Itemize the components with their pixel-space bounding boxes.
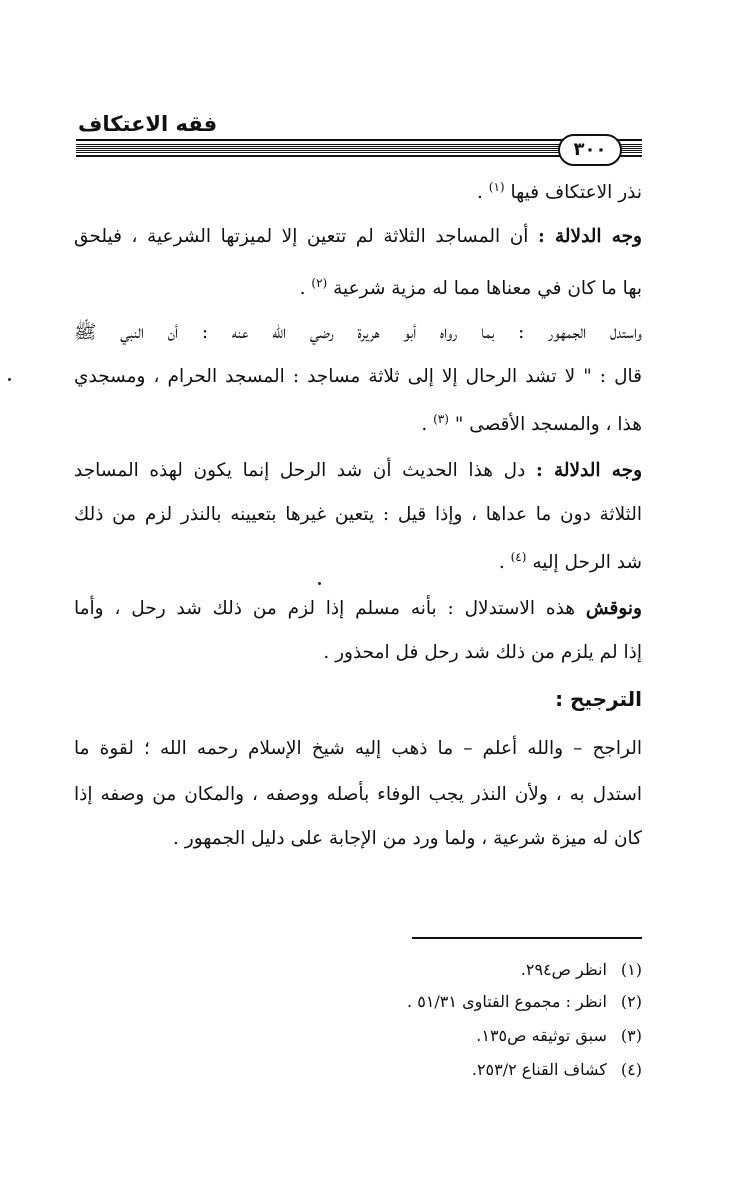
text-line [74,594,642,624]
text-line [74,404,642,434]
footnote [74,958,642,982]
footnote-ref: (٤) [510,550,527,564]
text-line [74,268,642,298]
scan-speck [8,378,11,381]
footnote [74,990,642,1014]
text-run: . [421,414,428,436]
text-run: دل هذا الحديث أن شد الرحل إنما يكون لهذه المساجد [74,460,526,481]
text-line [74,172,642,202]
text-run: بها ما كان في معناها مما له مزية شرعية [333,278,642,300]
footnote-number: (٣) [620,1026,642,1045]
text-line: قال : " لا تشد الرحال إلا إلى ثلاثة مساجد : المسجد الحرام ، ومسجدي [74,366,642,387]
paragraph-label: وجه الدلالة : [535,460,643,481]
text-run: . [498,552,505,574]
paragraph-label: ونوقش [585,598,642,619]
text-line [74,222,642,252]
footnote-ref: (٢) [311,276,328,290]
footnote-separator [412,937,642,939]
text-run: . [477,182,483,204]
text-line: إذا لم يلزم من ذلك شد رحل فل امحذور . [323,642,642,663]
text-run: شد الرحل إليه [532,552,642,574]
paragraph-label: وجه الدلالة : [538,226,642,247]
text-line: استدل به ، ولأن النذر يجب الوفاء بأصله ووصفه ، والمكان من وصفه إذا [74,784,642,805]
scan-speck [318,582,321,585]
footnote-text: كشاف القناع ٢٥٣/٢. [471,1060,607,1079]
text-run: هذا ، والمسجد الأقصى " [454,414,642,436]
footnote [74,1058,642,1082]
text-line [74,542,642,572]
text-run: أن المساجد الثلاثة لم تتعين إلا لميزتها الشرعية ، فيلحق [74,226,529,247]
footnote-text: انظر : مجموع الفتاوى ٥١/٣١ . [407,992,607,1011]
page-number: ٣٠٠ [558,134,622,166]
footnote-text: انظر ص٢٩٤. [520,960,607,979]
header-rule-top [76,139,642,141]
footnote [74,1024,642,1048]
text-run: نذر الاعتكاف فيها [510,182,642,204]
book-title: فقه الاعتكاف [78,112,218,136]
text-run: . [299,278,306,300]
footnote-number: (١) [620,960,642,979]
text-line [74,456,642,486]
text-line: واستدل الجمهور : بما رواه أبو هريرة رضي الله عنه : أن النبي ﷺ [74,322,642,343]
text-line: الثلاثة دون ما عداها ، وإذا قيل : يتعين غيرها بتعيينه بالنذر لزم من ذلك [74,504,642,525]
footnote-number: (٢) [620,992,642,1011]
text-line: الراجح – والله أعلم – ما ذهب إليه شيخ الإسلام رحمه الله ؛ لقوة ما [74,738,642,759]
text-run: هذه الاستدلال : بأنه مسلم إذا لزم من ذلك شد رحل ، وأما [74,598,576,619]
footnote-text: سبق توثيقه ص١٣٥. [476,1026,607,1045]
header-rule-bottom [76,155,642,157]
footnote-number: (٤) [620,1060,642,1079]
footnote-ref: (٣) [433,412,449,426]
footnote-ref: (١) [488,180,505,194]
section-heading: الترجيح : [555,687,642,711]
text-line: كان له ميزة شرعية ، ولما ورد من الإجابة على دليل الجمهور . [173,828,642,849]
